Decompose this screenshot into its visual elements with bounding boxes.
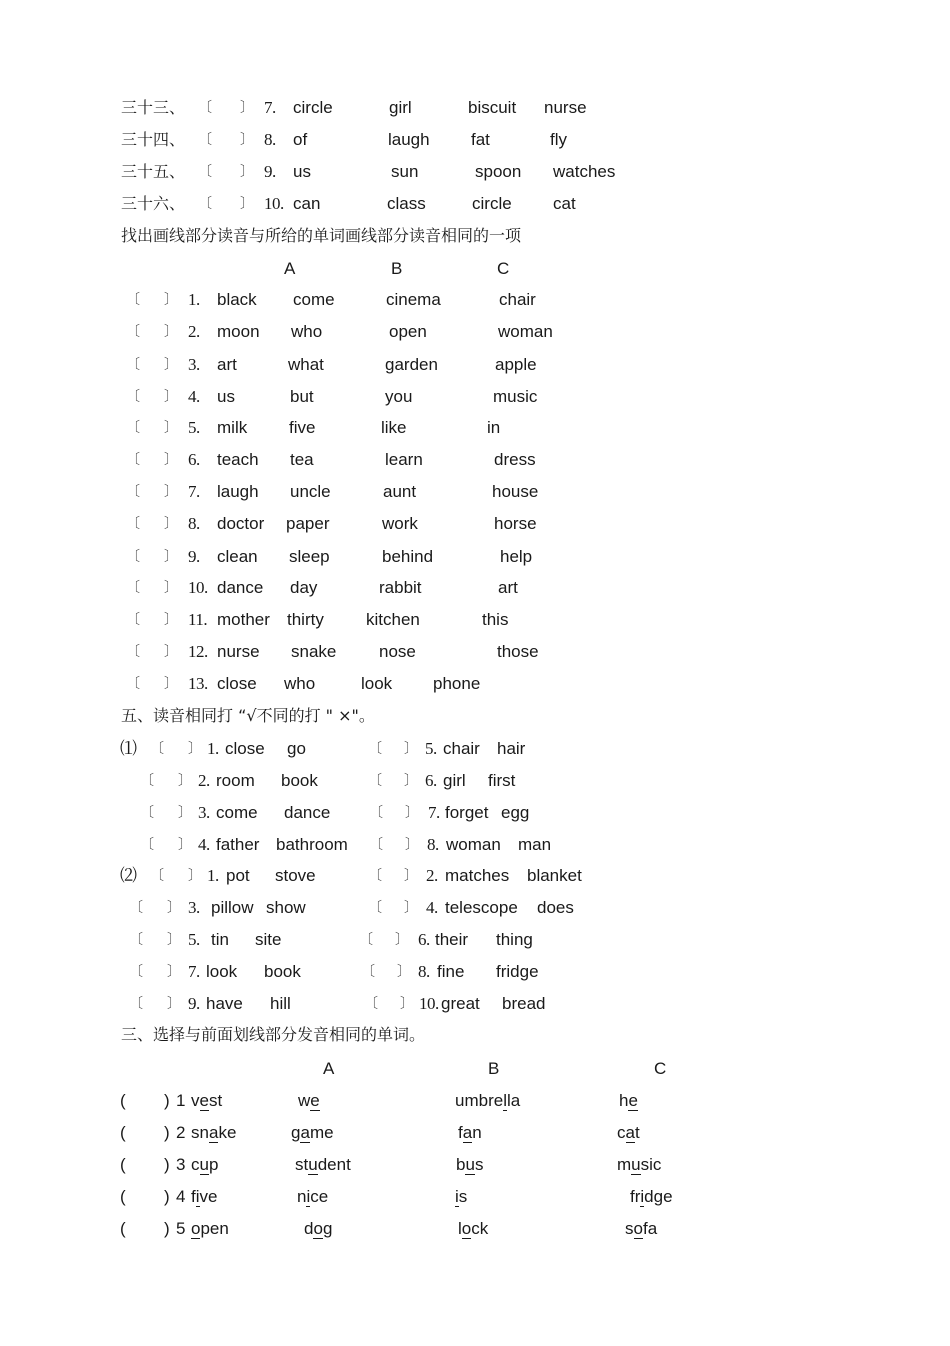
answer-bracket-right-open: 〔 <box>361 964 375 980</box>
underlined-letters: a <box>208 1123 219 1142</box>
answer-bracket-open: 〔 <box>126 452 140 468</box>
answer-bracket-left-close: 〕 <box>188 868 202 884</box>
underlined-letters: u <box>199 1155 209 1174</box>
answer-paren-close: ) <box>164 1155 170 1174</box>
column-header: B <box>488 1059 500 1078</box>
part-label: ⑵ <box>120 866 137 885</box>
section-title: 五、读音相同打 “√不同的打 " ×"。 <box>121 706 375 725</box>
answer-bracket-close: 〕 <box>164 484 178 500</box>
option-word-a: but <box>290 387 314 406</box>
given-word: milk <box>217 418 248 437</box>
option-word-c: woman <box>498 322 553 341</box>
option-word-c: apple <box>495 355 537 374</box>
underlined-letters: o <box>461 1219 472 1238</box>
column-header: A <box>323 1059 335 1078</box>
option-word-b: learn <box>385 450 423 469</box>
answer-bracket-left-open: 〔 <box>140 773 154 789</box>
given-word: close <box>217 674 257 693</box>
answer-bracket-open: 〔 <box>126 644 140 660</box>
option-word: fat <box>471 130 490 149</box>
answer-bracket-close: 〕 <box>164 676 178 692</box>
option-word-b: look <box>361 674 393 693</box>
word-1: great <box>441 994 480 1013</box>
option-word-b: garden <box>385 355 438 374</box>
answer-bracket-close: 〕 <box>164 292 178 308</box>
option-word-b: bus <box>456 1155 484 1174</box>
underlined-letters: o <box>633 1219 643 1238</box>
answer-bracket-close: 〕 <box>164 580 178 596</box>
answer-paren-close: ) <box>164 1187 170 1206</box>
question-number: 4. <box>426 898 438 917</box>
answer-bracket-close: 〕 <box>164 516 178 532</box>
word-2: site <box>255 930 282 949</box>
underlined-letters: e <box>628 1091 638 1110</box>
option-word-b: rabbit <box>379 578 422 597</box>
underlined-letters: o <box>191 1219 201 1238</box>
question-number: 1. <box>207 866 219 885</box>
question-number: 8. <box>264 130 276 149</box>
question-number: 5. <box>188 930 200 949</box>
word-2: hair <box>497 739 526 758</box>
answer-bracket-right-open: 〔 <box>359 932 373 948</box>
column-header: C <box>497 259 510 278</box>
word-2: egg <box>501 803 530 822</box>
given-word: art <box>217 355 237 374</box>
answer-bracket-right-open: 〔 <box>368 741 382 757</box>
option-word-b: like <box>381 418 407 437</box>
answer-bracket-left-open: 〔 <box>129 964 143 980</box>
item-number-cn: 三十三、 <box>121 98 186 117</box>
answer-bracket-left-close: 〕 <box>167 964 181 980</box>
underlined-letters: a <box>462 1123 473 1142</box>
question-number: 7. <box>188 482 200 501</box>
option-word: of <box>293 130 308 149</box>
given-word: mother <box>217 610 270 629</box>
answer-paren-close: ) <box>164 1123 170 1142</box>
option-word: fly <box>550 130 567 149</box>
option-word-c: cat <box>617 1123 640 1142</box>
answer-bracket-close: 〕 <box>164 420 178 436</box>
answer-bracket-open: 〔 <box>126 324 140 340</box>
underlined-letters: i <box>455 1187 459 1206</box>
option-word-b: aunt <box>383 482 417 501</box>
question-number: 8. <box>188 514 200 533</box>
option-word: laugh <box>388 130 430 149</box>
answer-paren-close: ) <box>164 1091 170 1110</box>
underlined-letters: l <box>503 1091 507 1110</box>
option-word-b: lock <box>458 1219 489 1238</box>
word-2: dance <box>284 803 331 822</box>
option-word-c: horse <box>494 514 537 533</box>
answer-bracket-open: 〔 <box>126 389 140 405</box>
option-word-b: cinema <box>386 290 441 309</box>
answer-paren-open: ( <box>120 1091 126 1110</box>
option-word-a: tea <box>290 450 314 469</box>
question-number: 4. <box>188 387 200 406</box>
word-2: go <box>287 739 306 758</box>
question-number: 10. <box>188 578 208 597</box>
answer-bracket-open: 〔 <box>126 612 140 628</box>
given-word: teach <box>217 450 259 469</box>
underlined-letters: i <box>195 1187 200 1206</box>
option-word-b: umbrella <box>455 1091 521 1110</box>
question-number: 9. <box>188 994 200 1013</box>
word-1: room <box>216 771 255 790</box>
option-word-a: what <box>288 355 324 374</box>
question-number: 10. <box>264 194 284 213</box>
option-word-a: snake <box>291 642 337 661</box>
underlined-letters: u <box>465 1155 475 1174</box>
option-word: cat <box>553 194 576 213</box>
answer-bracket-open: 〔 <box>126 292 140 308</box>
word-1: telescope <box>445 898 518 917</box>
option-word: circle <box>293 98 333 117</box>
underlined-letters: o <box>313 1219 323 1238</box>
word-1: their <box>435 930 469 949</box>
option-word-a: paper <box>286 514 330 533</box>
option-word-c: he <box>619 1091 638 1110</box>
option-word-c: phone <box>433 674 481 693</box>
option-word-c: music <box>493 387 538 406</box>
given-word: doctor <box>217 514 265 533</box>
answer-bracket-open: 〔 <box>126 357 140 373</box>
answer-bracket-close: 〕 <box>164 389 178 405</box>
answer-bracket-close: 〕 <box>240 164 254 180</box>
option-word-a: we <box>298 1091 320 1110</box>
option-word-a: who <box>284 674 316 693</box>
option-word-a: nice <box>297 1187 329 1206</box>
word-2: stove <box>275 866 316 885</box>
answer-bracket-left-open: 〔 <box>140 805 154 821</box>
answer-bracket-left-close: 〕 <box>167 996 181 1012</box>
answer-bracket-left-open: 〔 <box>150 868 164 884</box>
given-word: laugh <box>217 482 259 501</box>
question-number: 2 <box>176 1123 186 1142</box>
question-number: 1. <box>207 739 219 758</box>
word-1: pot <box>226 866 250 885</box>
answer-bracket-left-open: 〔 <box>150 741 164 757</box>
given-word: black <box>217 290 257 309</box>
option-word-c: fridge <box>630 1187 673 1206</box>
item-number-cn: 三十六、 <box>121 194 186 213</box>
word-1: forget <box>445 803 489 822</box>
question-number: 4. <box>198 835 210 854</box>
question-number: 9. <box>188 547 200 566</box>
section-instruction: 找出画线部分读音与所给的单词画线部分读音相同的一项 <box>121 226 522 245</box>
question-number: 8. <box>418 962 430 981</box>
word-1: matches <box>445 866 510 885</box>
given-word: clean <box>217 547 258 566</box>
answer-bracket-open: 〔 <box>198 132 212 148</box>
underlined-letters: i <box>306 1187 311 1206</box>
answer-bracket-right-close: 〕 <box>404 900 418 916</box>
section-title: 三、选择与前面划线部分发音相同的单词。 <box>121 1025 426 1044</box>
answer-bracket-right-close: 〕 <box>404 773 418 789</box>
option-word-b: fan <box>458 1123 482 1142</box>
answer-bracket-left-close: 〕 <box>178 805 192 821</box>
answer-bracket-close: 〕 <box>240 100 254 116</box>
option-word-a: sleep <box>289 547 330 566</box>
column-header: B <box>391 259 403 278</box>
question-number: 2. <box>198 771 210 790</box>
underlined-letters: u <box>631 1155 641 1174</box>
word-1: have <box>206 994 243 1013</box>
answer-bracket-left-close: 〕 <box>178 773 192 789</box>
option-word-a: game <box>291 1123 334 1142</box>
option-word-c: chair <box>499 290 536 309</box>
answer-bracket-left-close: 〕 <box>167 900 181 916</box>
option-word-c: music <box>617 1155 662 1174</box>
answer-bracket-right-close: 〕 <box>405 837 419 853</box>
answer-bracket-left-close: 〕 <box>188 741 202 757</box>
underlined-letters: e <box>199 1091 209 1110</box>
word-1: chair <box>443 739 480 758</box>
answer-bracket-right-open: 〔 <box>368 868 382 884</box>
answer-bracket-right-close: 〕 <box>404 868 418 884</box>
option-word: circle <box>472 194 512 213</box>
question-number: 4 <box>176 1187 186 1206</box>
question-number: 9. <box>264 162 276 181</box>
option-word-c: those <box>497 642 539 661</box>
question-number: 3. <box>188 355 200 374</box>
column-header: C <box>654 1059 667 1078</box>
item-number-cn: 三十五、 <box>121 162 186 181</box>
column-header: A <box>284 259 296 278</box>
word-1: look <box>206 962 238 981</box>
option-word-b: nose <box>379 642 416 661</box>
answer-bracket-right-open: 〔 <box>368 900 382 916</box>
answer-bracket-open: 〔 <box>126 516 140 532</box>
given-word: snake <box>191 1123 237 1142</box>
answer-bracket-left-close: 〕 <box>178 837 192 853</box>
option-word-b: behind <box>382 547 434 566</box>
option-word: nurse <box>544 98 587 117</box>
option-word: us <box>293 162 311 181</box>
answer-bracket-close: 〕 <box>164 324 178 340</box>
underlined-letters: a <box>625 1123 635 1142</box>
given-word: moon <box>217 322 260 341</box>
option-word: spoon <box>475 162 522 181</box>
word-2: man <box>518 835 552 854</box>
answer-paren-open: ( <box>120 1155 126 1174</box>
question-number: 7. <box>428 803 440 822</box>
answer-paren-close: ) <box>164 1219 170 1238</box>
question-number: 3. <box>198 803 210 822</box>
answer-bracket-right-close: 〕 <box>395 932 409 948</box>
answer-bracket-left-open: 〔 <box>129 996 143 1012</box>
option-word-b: you <box>385 387 413 406</box>
given-word: us <box>217 387 235 406</box>
answer-bracket-open: 〔 <box>126 676 140 692</box>
answer-bracket-open: 〔 <box>198 100 212 116</box>
answer-bracket-close: 〕 <box>164 357 178 373</box>
option-word-c: art <box>498 578 518 597</box>
answer-bracket-right-open: 〔 <box>368 773 382 789</box>
answer-bracket-close: 〕 <box>164 644 178 660</box>
word-2: book <box>264 962 301 981</box>
answer-bracket-close: 〕 <box>164 549 178 565</box>
answer-bracket-right-close: 〕 <box>405 805 419 821</box>
answer-bracket-open: 〔 <box>198 196 212 212</box>
option-word-a: come <box>293 290 335 309</box>
word-2: does <box>537 898 574 917</box>
question-number: 7. <box>188 962 200 981</box>
question-number: 5 <box>176 1219 186 1238</box>
question-number: 2. <box>426 866 438 885</box>
given-word: five <box>191 1187 218 1206</box>
question-number: 6. <box>425 771 437 790</box>
question-number: 8. <box>427 835 439 854</box>
word-1: pillow <box>211 898 254 917</box>
underlined-letters: e <box>310 1091 320 1110</box>
option-word-a: dog <box>304 1219 333 1238</box>
answer-paren-open: ( <box>120 1187 126 1206</box>
option-word: sun <box>391 162 419 181</box>
word-1: father <box>216 835 260 854</box>
question-number: 7. <box>264 98 276 117</box>
answer-bracket-right-close: 〕 <box>404 741 418 757</box>
question-number: 13. <box>188 674 208 693</box>
word-2: book <box>281 771 318 790</box>
question-number: 6. <box>418 930 430 949</box>
question-number: 1. <box>188 290 200 309</box>
question-number: 3 <box>176 1155 186 1174</box>
answer-bracket-left-open: 〔 <box>129 932 143 948</box>
option-word-c: this <box>482 610 509 629</box>
answer-bracket-right-close: 〕 <box>400 996 414 1012</box>
option-word: watches <box>553 162 616 181</box>
answer-bracket-left-open: 〔 <box>140 837 154 853</box>
question-number: 5. <box>188 418 200 437</box>
option-word: girl <box>389 98 412 117</box>
answer-bracket-open: 〔 <box>126 420 140 436</box>
question-number: 2. <box>188 322 200 341</box>
question-number: 12. <box>188 642 208 661</box>
question-number: 11. <box>188 610 208 629</box>
word-2: blanket <box>527 866 582 885</box>
option-word-a: thirty <box>287 610 324 629</box>
underlined-letters: a <box>300 1123 310 1142</box>
word-2: thing <box>496 930 533 949</box>
question-number: 6. <box>188 450 200 469</box>
option-word-b: is <box>455 1187 468 1206</box>
word-1: come <box>216 803 258 822</box>
word-2: fridge <box>496 962 539 981</box>
question-number: 3. <box>188 898 200 917</box>
given-word: cup <box>191 1155 219 1174</box>
answer-bracket-left-open: 〔 <box>129 900 143 916</box>
answer-bracket-right-open: 〔 <box>369 837 383 853</box>
word-1: tin <box>211 930 229 949</box>
answer-bracket-right-open: 〔 <box>369 805 383 821</box>
answer-bracket-open: 〔 <box>198 164 212 180</box>
answer-bracket-open: 〔 <box>126 484 140 500</box>
answer-bracket-close: 〕 <box>240 132 254 148</box>
option-word-c: help <box>500 547 533 566</box>
word-1: close <box>225 739 265 758</box>
option-word-b: work <box>382 514 418 533</box>
answer-bracket-right-close: 〕 <box>397 964 411 980</box>
question-number: 5. <box>425 739 437 758</box>
given-word: open <box>191 1219 229 1238</box>
option-word: can <box>293 194 321 213</box>
answer-bracket-left-close: 〕 <box>167 932 181 948</box>
item-number-cn: 三十四、 <box>121 130 186 149</box>
word-2: bread <box>502 994 546 1013</box>
answer-paren-open: ( <box>120 1123 126 1142</box>
option-word-a: uncle <box>290 482 331 501</box>
question-number: 10. <box>419 994 439 1013</box>
given-word: nurse <box>217 642 260 661</box>
given-word: vest <box>191 1091 223 1110</box>
question-number: 1 <box>176 1091 186 1110</box>
option-word-b: open <box>389 322 427 341</box>
underlined-letters: i <box>640 1187 645 1206</box>
word-2: hill <box>270 994 291 1013</box>
part-label: ⑴ <box>120 739 137 758</box>
option-word-c: sofa <box>625 1219 658 1238</box>
word-1: woman <box>446 835 501 854</box>
answer-bracket-open: 〔 <box>126 580 140 596</box>
word-2: first <box>488 771 516 790</box>
option-word-a: five <box>289 418 316 437</box>
answer-bracket-close: 〕 <box>240 196 254 212</box>
underlined-letters: u <box>308 1155 318 1174</box>
answer-paren-open: ( <box>120 1219 126 1238</box>
option-word: biscuit <box>468 98 517 117</box>
option-word-a: student <box>295 1155 351 1174</box>
option-word-c: house <box>492 482 539 501</box>
option-word: class <box>387 194 426 213</box>
answer-bracket-close: 〕 <box>164 452 178 468</box>
word-1: girl <box>443 771 466 790</box>
option-word-b: kitchen <box>366 610 420 629</box>
answer-bracket-open: 〔 <box>126 549 140 565</box>
word-2: show <box>266 898 306 917</box>
option-word-a: who <box>291 322 323 341</box>
given-word: dance <box>217 578 264 597</box>
answer-bracket-right-open: 〔 <box>364 996 378 1012</box>
answer-bracket-close: 〕 <box>164 612 178 628</box>
word-1: fine <box>437 962 465 981</box>
option-word-a: day <box>290 578 318 597</box>
option-word-c: in <box>487 418 501 437</box>
option-word-c: dress <box>494 450 536 469</box>
word-2: bathroom <box>276 835 348 854</box>
